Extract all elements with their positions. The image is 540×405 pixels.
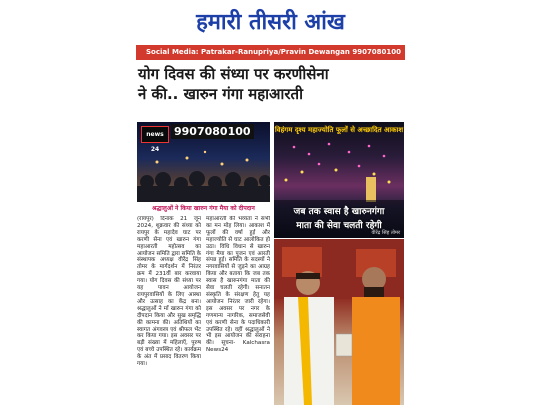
aarti-photo-top-caption: विहंगम दृश्य महाज्योति फूलों से अच्छादित आकाश	[274, 126, 404, 134]
aarti-banner-line-1: जब तक स्वास है खारुनगंगा	[293, 207, 385, 217]
crowd-photo	[137, 122, 270, 202]
headline	[138, 64, 404, 104]
article-column-2: महाआरती की भव्यता ने सभी का मन मोह लिया। आकाश में फूलों की वर्षा हुई और महाज्योति से घाट आलोकित हो उठा। विधि विधान से खारुन गंगा मैया का पूजन एवं आरती संपन्न हुई। समिति के सदस्यों ने नगरवासियों से जुड़ने का आग्रह किया और बताया कि जब तक स्वास है खारुनगंगा माता की सेवा चलती रहेगी। सनातन संस्कृति के संरक्षण हेतु यह आयोजन निरंतर जारी रहेगा। इस अवसर पर नगर के गणमान्य नागरिक, समाजसेवी एवं करणी सेना के पदाधिकारी उपस्थित रहे। वहीं श्रद्धालुओं ने भी इस आयोजन की सराहना की। सूचना- Kalchasra News24	[206, 216, 270, 354]
headline-line-2: ने की.. खारुन गंगा महाआरती	[138, 85, 303, 103]
aarti-banner-line-2: माता की सेवा चलती रहेगी	[296, 221, 382, 231]
crowd-illustration	[137, 122, 270, 202]
aarti-photo-credit: वीरेंद्र सिंह तोमर	[371, 230, 400, 236]
masthead-title: हमारी तीसरी आंख	[196, 9, 345, 35]
news-logo: news 24	[141, 126, 169, 143]
social-media-bar: Social Media: Patrakar-Ranupriya/Pravin Dewangan 9907080100	[136, 45, 405, 60]
newspaper-page	[134, 0, 407, 405]
crowd-photo-caption: श्रद्धालुओं ने किया खारुन गंगा मैया को दीपदान	[137, 203, 270, 214]
aarti-photo	[274, 122, 404, 238]
headline-line-1: योग दिवस की संध्या पर करणीसेना	[138, 65, 329, 83]
felicitation-photo	[274, 239, 404, 405]
article-column-1: (रायपुर) दिनांक 21 जून 2024, शुक्रवार की संध्या को रायपुर के महादेव घाट पर करणी सेना एवं खारुन गंगा महाआरती महोत्सव का आयोजन समिति द्वारा समिति के संस्थापक अध्यक्ष वीरेंद्र सिंह तोमर के मार्गदर्शन में निरंतर क्रम में 231वीं बार करवाया गया। योग दिवस की संध्या पर यह पावन आयोजन रायपुरवासियों के लिए आस्था और उत्साह का केंद्र बना। श्रद्धालुओं ने माँ खारुन गंगा को दीपदान किया और सुख समृद्धि की कामना की। अतिथियों का स्वागत अंगवस्त्र एवं श्रीफल भेंट कर किया गया। इस अवसर पर बड़ी संख्या में महिलाएँ, पुरुष एवं बच्चे उपस्थित रहे। कार्यक्रम के अंत में प्रसाद वितरण किया गया।	[137, 216, 201, 368]
felicitation-illustration	[274, 239, 404, 405]
photo-phone-number: 9907080100	[171, 124, 254, 139]
